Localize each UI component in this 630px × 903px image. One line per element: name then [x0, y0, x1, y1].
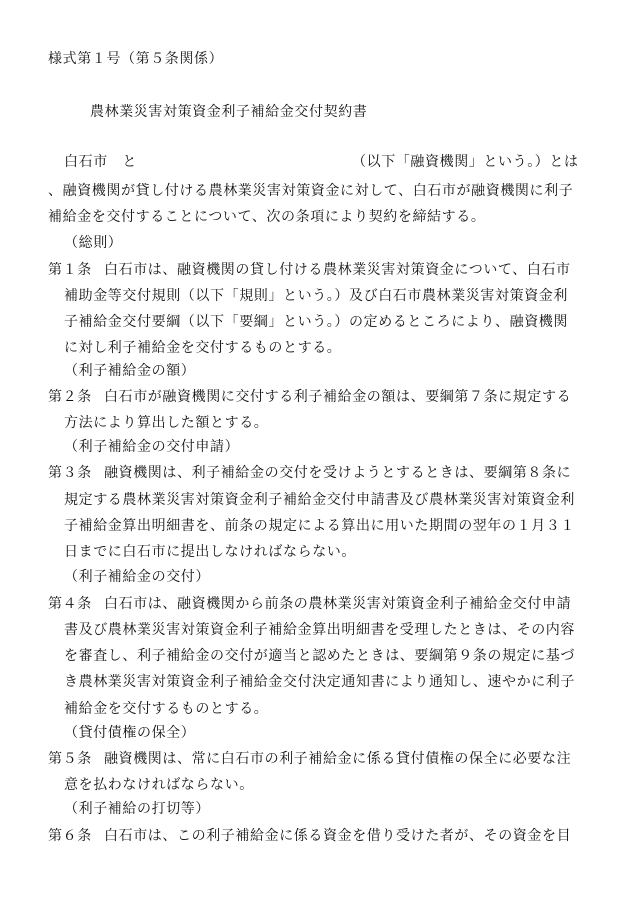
article-number: 第６条 [48, 828, 92, 844]
document-title-text: 農林業災害対策資金利子補給金交付契約書 [90, 104, 368, 120]
article-heading: （総則） [64, 235, 123, 251]
article-number: 第４条 [48, 596, 92, 612]
intro-party: 白石市 と [64, 154, 137, 170]
article-number: 第５条 [48, 751, 92, 767]
article-heading: （利子補給金の交付申請） [64, 439, 240, 455]
article-text: 白石市が融資機関に交付する利子補給金の額は、要綱第７条に規定する [104, 389, 572, 405]
article-text: に対し利子補給金を交付するものとする。 [64, 340, 342, 356]
article-heading: （利子補給の打切等） [64, 801, 210, 817]
article-text: 融資機関は、常に白石市の利子補給金に係る貸付債権の保全に必要な注 [104, 751, 572, 767]
article-number: 第１条 [48, 262, 92, 278]
article-text: 書及び農林業災害対策資金利子補給金算出明細書を受理したときは、その内容 [64, 622, 575, 638]
article-text: 子補給金交付要綱（以下「要綱」という。）の定めるところにより、融資機関 [64, 314, 568, 330]
article-heading: （貸付債権の保全） [64, 725, 196, 741]
article-text: 融資機関は、利子補給金の交付を受けようとするときは、要綱第８条に [104, 465, 572, 481]
article-text: 白石市は、融資機関の貸し付ける農林業災害対策資金について、白石市 [104, 262, 571, 278]
article-heading: （利子補給金の額） [64, 363, 196, 379]
article-text: 方法により算出した額とする。 [64, 415, 269, 431]
intro-defined-term: （以下「融資機関」という。）とは [352, 154, 579, 170]
intro-line-3-text: 補給金を交付することについて、次の条項により契約を締結する。 [48, 209, 486, 225]
article-text: 補助金等交付規則（以下「規則」という。）及び白石市農林業災害対策資金利 [64, 288, 568, 304]
article-text: 意を払わなければならない。 [64, 777, 254, 793]
article-number: 第２条 [48, 389, 92, 405]
article-text: き農林業災害対策資金利子補給金交付決定通知書により通知し、速やかに利子 [64, 674, 575, 690]
form-label-text: 様式第１号（第５条関係） [48, 51, 224, 67]
article-text: 日までに白石市に提出しなければならない。 [64, 544, 356, 560]
article-text: 白石市は、この利子補給金に係る資金を借り受けた者が、その資金を目 [104, 828, 572, 844]
article-text: 補給金を交付するものとする。 [64, 701, 269, 717]
article-text: 規定する農林業災害対策資金利子補給金交付申請書及び農林業災害対策資金利 [64, 492, 575, 508]
article-text: 白石市は、融資機関から前条の農林業災害対策資金利子補給金交付申請 [104, 596, 572, 612]
article-number: 第３条 [48, 465, 92, 481]
article-heading: （利子補給金の交付） [64, 569, 210, 585]
article-text: を審査し、利子補給金の交付が適当と認めたときは、要綱第９条の規定に基づ [64, 648, 575, 664]
article-text: 子補給金算出明細書を、前条の規定による算出に用いた期間の翌年の１月３１ [64, 518, 575, 534]
intro-line-2-text: 、融資機関が貸し付ける農林業災害対策資金に対して、白石市が融資機関に利子 [48, 183, 574, 199]
